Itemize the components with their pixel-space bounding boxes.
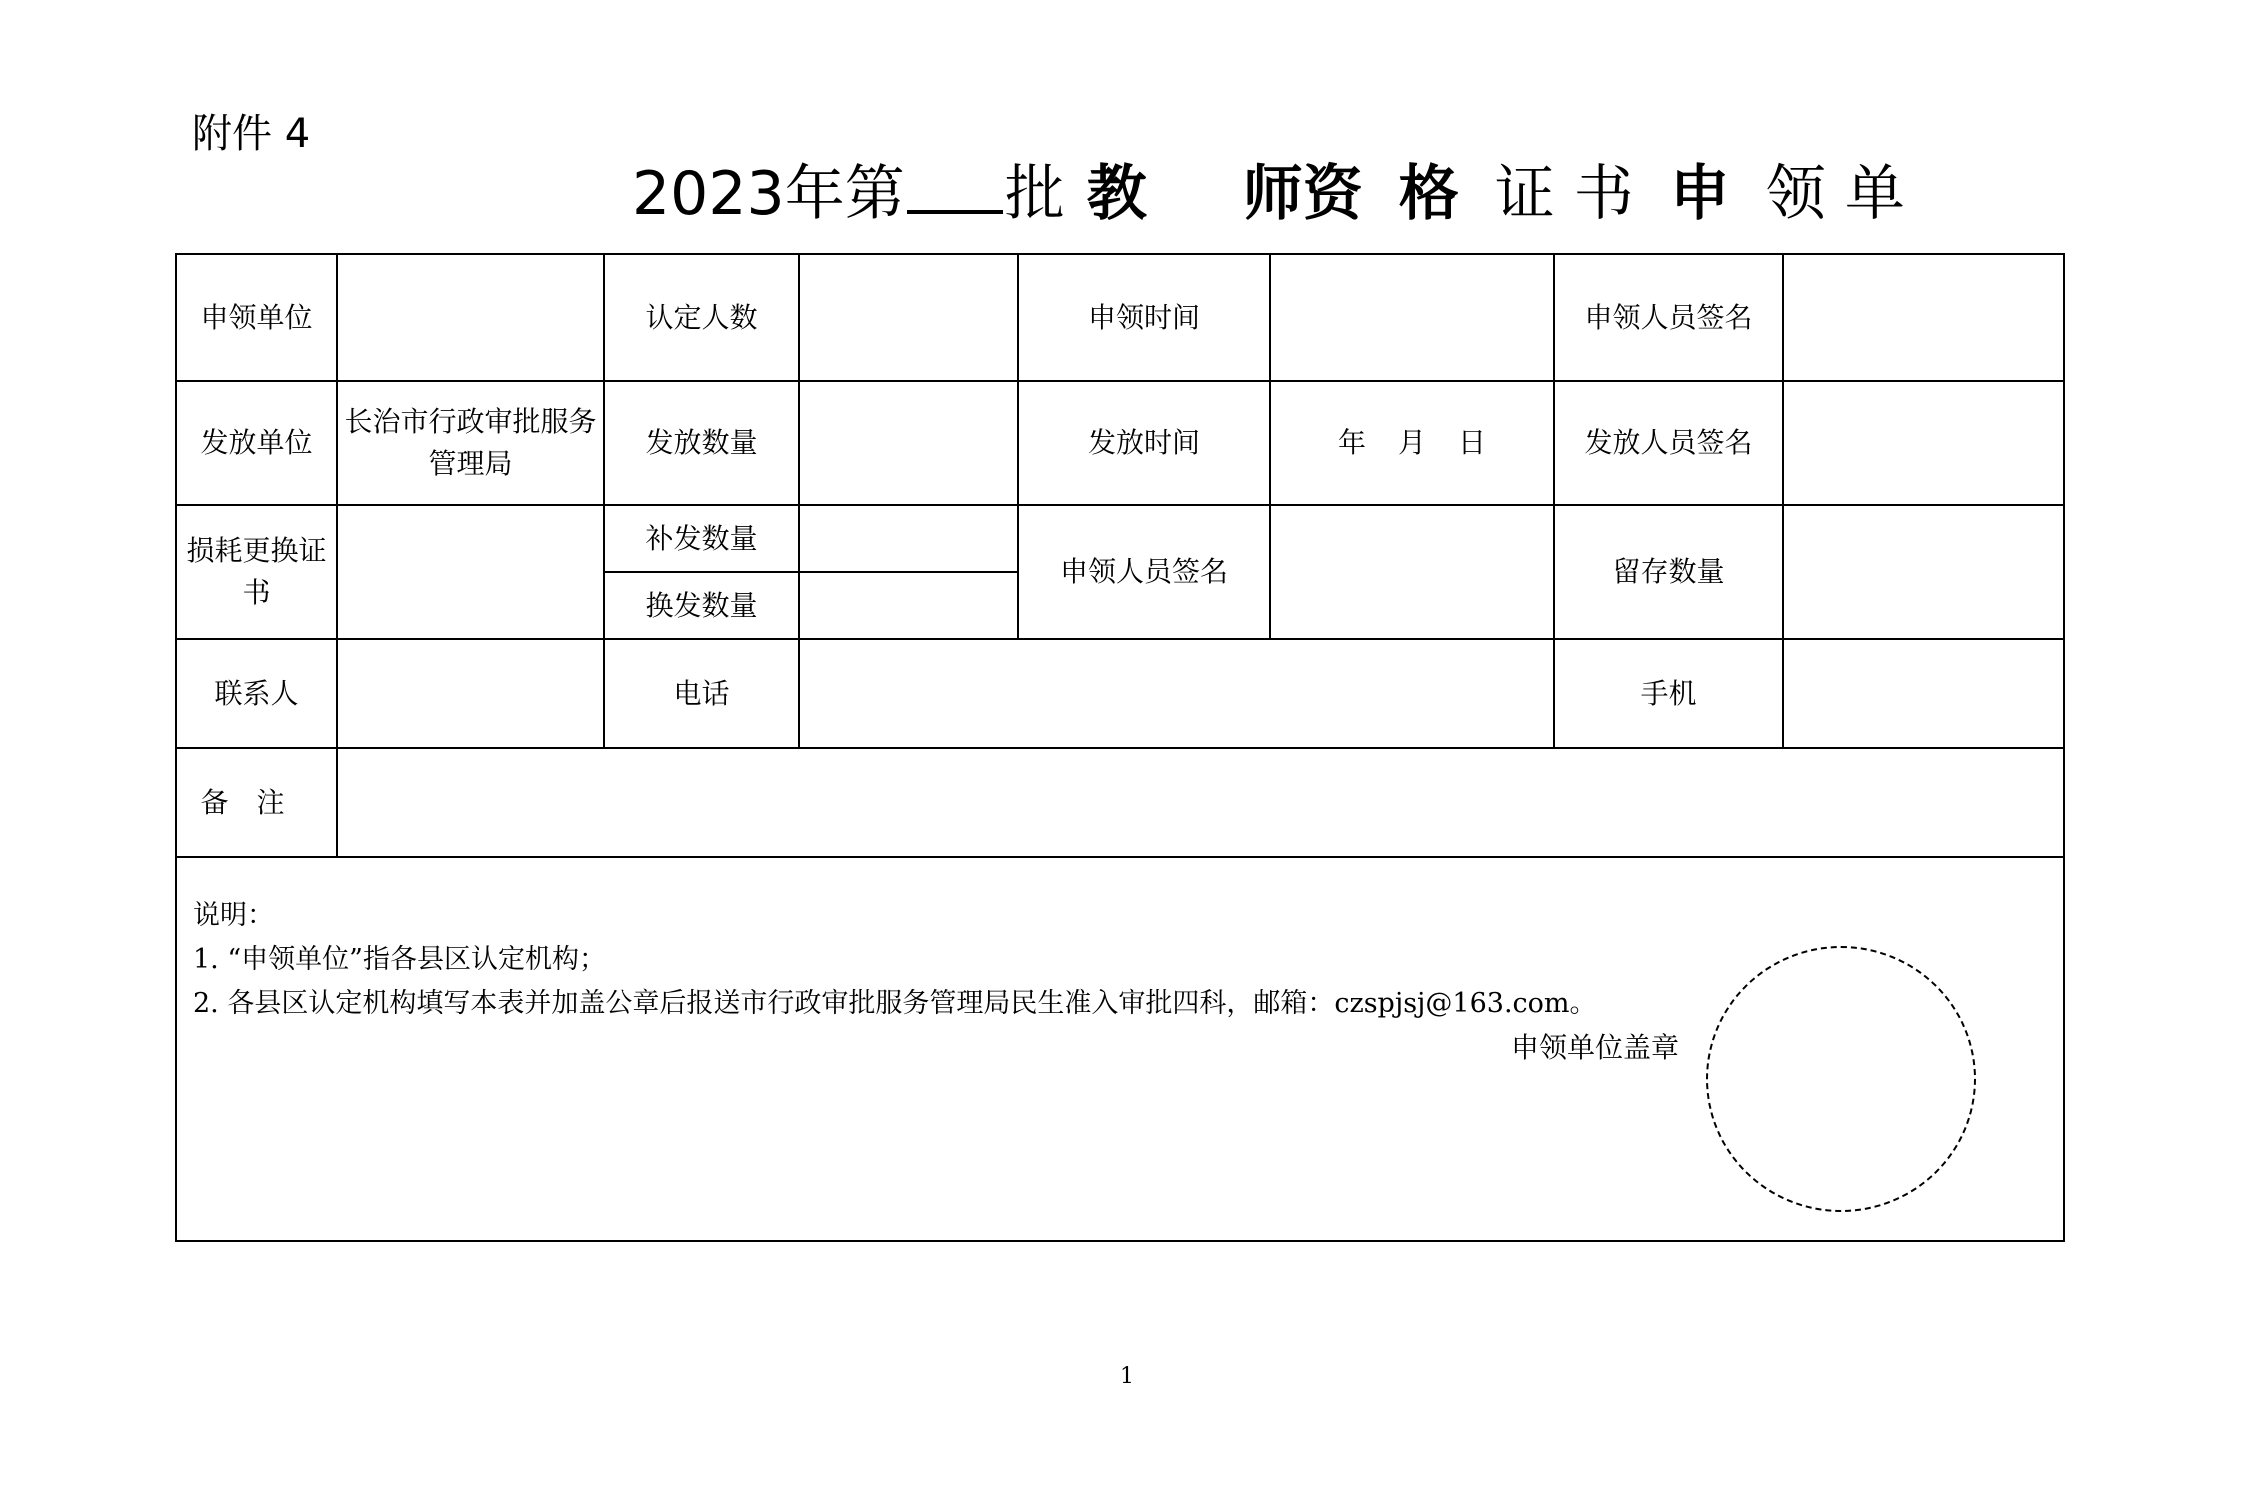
certified-count-field[interactable] [799, 254, 1018, 381]
mobile-field[interactable] [1783, 639, 2064, 748]
contact-field[interactable] [337, 639, 604, 748]
attachment-label: 附件 4 [192, 111, 311, 157]
label-issuing-unit: 发放单位 [176, 381, 337, 505]
label-apply-time: 申领时间 [1018, 254, 1270, 381]
date-year-label: 年 [1337, 426, 1366, 459]
label-applicant-signature: 申领人员签名 [1554, 254, 1783, 381]
label-damaged-replacement: 损耗更换证书 [176, 505, 337, 639]
note-item-1: 1. “申领单位”指各县区认定机构； [193, 944, 606, 975]
label-issue-time: 发放时间 [1018, 381, 1270, 505]
label-phone: 电话 [604, 639, 799, 748]
apply-time-field[interactable] [1270, 254, 1554, 381]
label-applicant-unit: 申领单位 [176, 254, 337, 381]
title-part-7: 申 [1669, 159, 1730, 229]
applicant-unit-field[interactable] [337, 254, 604, 381]
applicant-signature-field[interactable] [1783, 254, 2064, 381]
page-number: 1 [1120, 1364, 1134, 1389]
title-part-4: 师资 [1242, 159, 1363, 229]
notes-heading: 说明： [193, 900, 274, 931]
title-part-2: 批 [1004, 159, 1065, 229]
label-exchange-quantity: 换发数量 [604, 572, 799, 639]
label-mobile: 手机 [1554, 639, 1783, 748]
label-applicant-signature-2: 申领人员签名 [1018, 505, 1270, 639]
seal-stamp-area[interactable] [1706, 946, 1976, 1212]
phone-field[interactable] [799, 639, 1554, 748]
title-part-6: 证 书 [1494, 159, 1634, 229]
notes-text [193, 894, 1597, 1026]
note-item-2: 2. 各县区认定机构填写本表并加盖公章后报送市行政审批服务管理局民生准入审批四科，邮箱：czspjsj@163.com。 [193, 988, 1597, 1019]
title-part-1: 年第 [784, 159, 905, 229]
retained-quantity-field[interactable] [1783, 505, 2064, 639]
certificate-application-form [175, 253, 2065, 1242]
remarks-field[interactable] [337, 748, 2064, 857]
label-issue-quantity: 发放数量 [604, 381, 799, 505]
applicant-signature-field-2[interactable] [1270, 505, 1554, 639]
date-month-label: 月 [1397, 426, 1426, 459]
seal-label: 申领单位盖章 [1511, 1031, 1680, 1064]
label-certified-count: 认定人数 [604, 254, 799, 381]
label-remarks: 备注 [176, 748, 337, 857]
reissue-quantity-field[interactable] [799, 505, 1018, 572]
issue-date-field[interactable] [1270, 381, 1554, 505]
title-batch-blank[interactable] [907, 150, 1003, 214]
label-retained-quantity: 留存数量 [1554, 505, 1783, 639]
issue-quantity-field[interactable] [799, 381, 1018, 505]
exchange-quantity-field[interactable] [799, 572, 1018, 639]
issuer-signature-field[interactable] [1783, 381, 2064, 505]
issuing-unit-value: 长治市行政审批服务管理局 [337, 381, 604, 505]
label-issuer-signature: 发放人员签名 [1554, 381, 1783, 505]
page-title [632, 150, 1905, 234]
title-part-5: 格 [1398, 159, 1459, 229]
label-contact: 联系人 [176, 639, 337, 748]
title-part-8: 领 单 [1765, 159, 1905, 229]
damaged-replacement-field[interactable] [337, 505, 604, 639]
date-day-label: 日 [1458, 426, 1487, 459]
title-part-3: 教 [1086, 159, 1147, 229]
label-reissue-quantity: 补发数量 [604, 505, 799, 572]
notes-section [176, 857, 2064, 1241]
title-year: 2023 [632, 159, 785, 229]
